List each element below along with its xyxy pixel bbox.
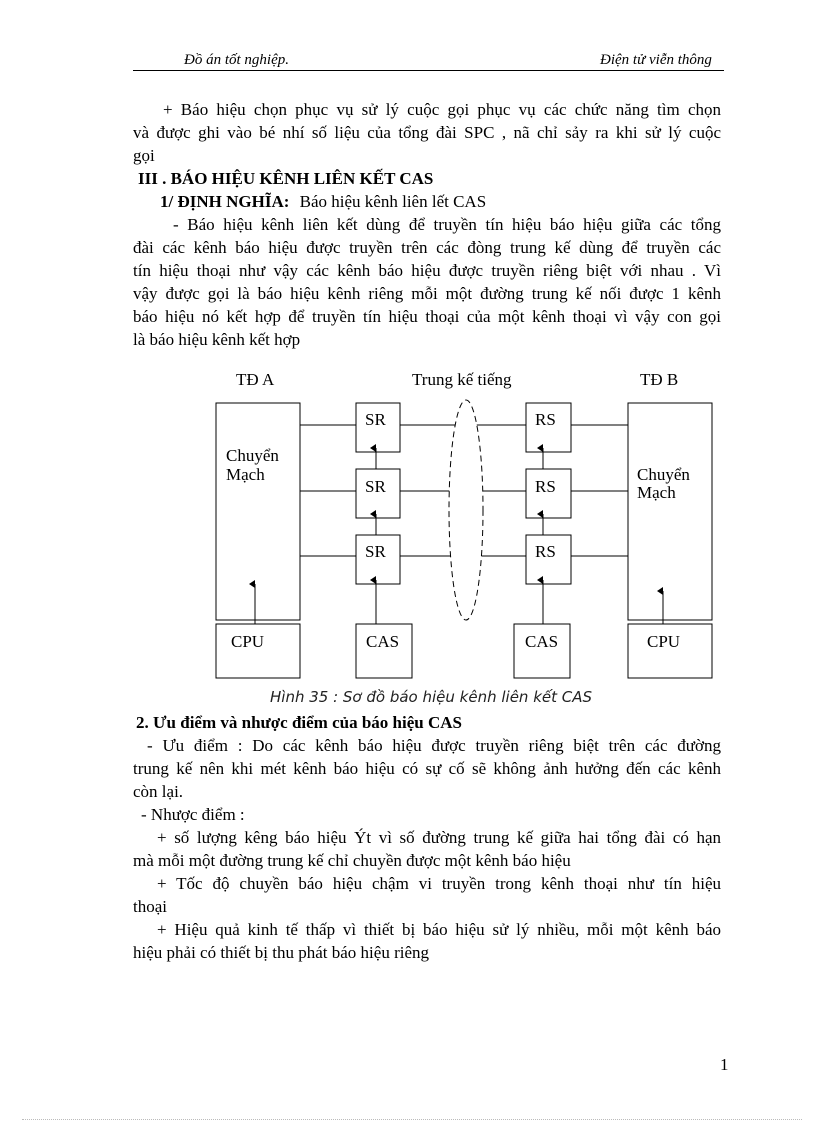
definition-heading: 1/ ĐỊNH NGHĨA: <box>160 192 290 211</box>
sr-box-3 <box>356 535 400 584</box>
figure-caption: Hình 35 : Sơ đồ báo hiệu kênh liên kết CAS <box>270 688 593 706</box>
disadvantage-3-line-2: hiệu phải có thiết bị thu phát báo hiệu riêng <box>133 943 430 962</box>
switch-left-box <box>216 403 300 620</box>
disadvantages-heading: - Nhược điểm : <box>141 805 245 824</box>
cas-left-label: CAS <box>366 632 400 651</box>
switch-right-label-1: Chuyển <box>637 465 690 484</box>
definition-line-6: là báo hiệu kênh kết hợp <box>133 330 301 349</box>
switch-right-label-2: Mạch <box>637 483 676 502</box>
switch-right-box <box>628 403 712 620</box>
cpu-left-box <box>216 624 300 678</box>
page-number: 1 <box>720 1055 729 1074</box>
sr-label-3: SR <box>365 542 386 561</box>
definition-line-2: đài các kênh báo hiệu được truyền trên các đòng trung kế dùng để truyền các <box>133 238 721 257</box>
disadvantage-1-line-2: mà mỗi một đường trung kế chỉ chuyền được một kênh báo hiệu <box>133 851 571 870</box>
cas-left-box <box>356 624 412 678</box>
sr-box-2 <box>356 469 400 518</box>
label-exchange-a: TĐ A <box>236 370 275 389</box>
section-3-title: III . BÁO HIỆU KÊNH LIÊN KẾT CAS <box>138 169 434 188</box>
advantages-line-3: còn lại. <box>133 782 184 801</box>
intro-line-2: và được ghi vào bé nhí số liệu của tổng đài SPC , nã chỉ sảy ra khi sử lý cuộc <box>133 123 721 142</box>
label-exchange-b: TĐ B <box>640 370 679 389</box>
signal-arrows <box>255 448 663 624</box>
definition-line-1: - Báo hiệu kênh liên kết dùng để truyền tín hiệu báo hiệu giữa các tổng <box>173 215 721 234</box>
disadvantage-3-line-1: + Hiệu quả kinh tế thấp vì thiết bị báo hiệu sử lý nhiều, mỗi một kênh báo <box>157 920 721 939</box>
definition-heading-text: Báo hiệu kênh liên lết CAS <box>299 192 487 211</box>
cpu-right-box <box>628 624 712 678</box>
label-trunk-voice: Trung kế tiếng <box>412 370 512 389</box>
rs-label-1: RS <box>535 410 556 429</box>
rs-label-3: RS <box>535 542 556 561</box>
trunk-lines <box>300 425 628 556</box>
cpu-right-label: CPU <box>647 632 681 651</box>
footer-divider <box>22 1119 802 1120</box>
disadvantage-2-line-1: + Tốc độ chuyền báo hiệu chậm vi truyền trong kênh thoại như tín hiệu <box>157 874 721 893</box>
rs-box-2 <box>526 469 571 518</box>
definition-line-5: báo hiệu nó kết hợp để truyền tín hiệu thoại của một kênh thoại vì vậy con gọi <box>133 307 721 326</box>
section-2-title: 2. Ưu điểm và nhược điểm của báo hiệu CAS <box>136 713 462 732</box>
definition-line-4: vậy được gọi là báo hiệu kênh riêng mỗi một đường trung kế nối được 1 kênh <box>133 284 721 303</box>
sr-label-1: SR <box>365 410 386 429</box>
header-rule <box>133 70 724 71</box>
header-left-title: Đồ án tốt nghiệp. <box>184 52 289 68</box>
cpu-left-label: CPU <box>231 632 265 651</box>
disadvantage-1-line-1: + số lượng kêng báo hiệu Ýt vì số đường trung kế giữa hai tổng đài có hạn <box>157 828 721 847</box>
cas-right-label: CAS <box>525 632 559 651</box>
header-right-title: Điện tử viễn thông <box>600 52 712 68</box>
switch-left-label-1: Chuyển <box>226 446 279 465</box>
rs-label-2: RS <box>535 477 556 496</box>
disadvantage-2-line-2: thoại <box>133 897 167 916</box>
sr-box-1 <box>356 403 400 452</box>
switch-left-label-2: Mạch <box>226 465 265 484</box>
intro-line-3: gọi <box>133 146 155 165</box>
trunk-group-ellipse <box>449 400 483 620</box>
cas-right-box <box>514 624 570 678</box>
advantages-line-1: - Ưu điểm : Do các kênh báo hiệu được truyền riêng biệt trên các đường <box>147 736 721 755</box>
definition-heading-row <box>160 190 748 213</box>
rs-box-3 <box>526 535 571 584</box>
advantages-line-2: trung kế nên khi mét kênh báo hiệu có sự cố sẽ không ảnh hưởng đến các kênh <box>133 759 721 778</box>
rs-box-1 <box>526 403 571 452</box>
definition-line-3: tín hiệu thoại như vậy các kênh báo hiệu được truyền riêng biệt với nhau . Vì <box>133 261 721 280</box>
sr-label-2: SR <box>365 477 386 496</box>
intro-line-1: + Báo hiệu chọn phục vụ sử lý cuộc gọi phục vụ các chức năng tìm chọn <box>163 100 721 119</box>
